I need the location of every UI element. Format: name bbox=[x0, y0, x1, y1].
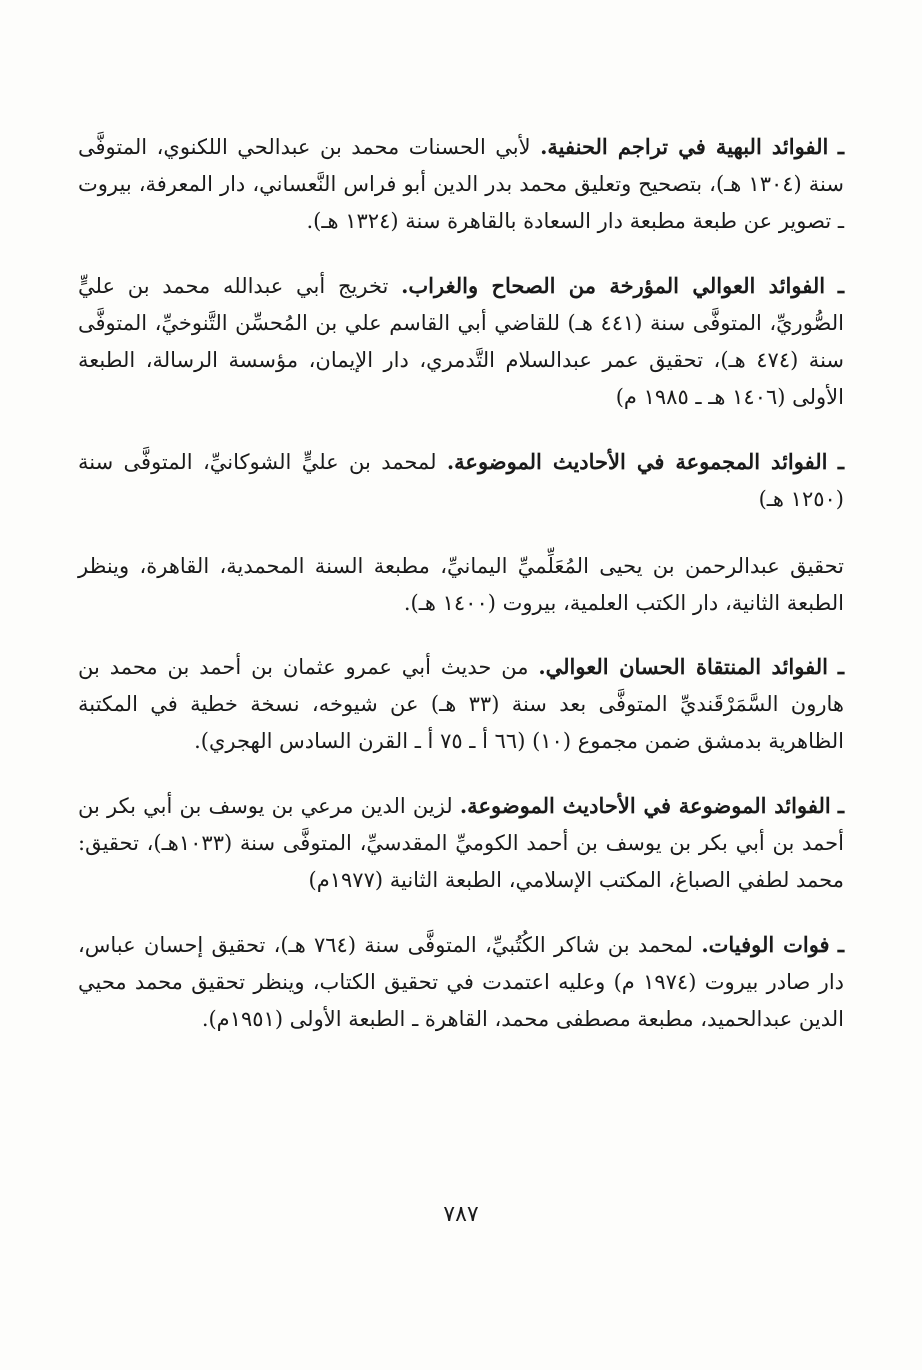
entry-dash: ـ bbox=[837, 273, 844, 298]
entry-body: تخريج أبي عبدالله محمد بن عليٍّ الصُّوريِّ، المتوفَّى سنة (٤٤١ هـ) للقاضي أبي القاسم علي بن المُحسِّن التَّنوخيِّ، المتوفَّى سنة (٤٧٤ هـ)، تحقيق عمر عبدالسلام التَّدمري، دار الإيمان، مؤسسة الرسالة، الطبعة الأولى (١٤٠٦ هـ ـ ١٩٨٥ م) bbox=[78, 274, 844, 409]
bibliography-entry-fawaid-muntaqat bbox=[78, 648, 844, 760]
entry-body: لمحمد بن عليٍّ الشوكانيِّ، المتوفَّى سنة (١٢٥٠ هـ) bbox=[78, 450, 844, 511]
entry-title: الفوائد المنتقاة الحسان العوالي. bbox=[538, 654, 828, 679]
page-number: ٧٨٧ bbox=[443, 1202, 479, 1227]
entry-body: تحقيق عبدالرحمن بن يحيى المُعَلِّميِّ اليمانيِّ، مطبعة السنة المحمدية، القاهرة، وينظر الطبعة الثانية، دار الكتب العلمية، بيروت (١٤٠٠ هـ). bbox=[78, 554, 844, 615]
entry-body: من حديث أبي عمرو عثمان بن أحمد بن محمد بن هارون السَّمَرْقَنديِّ المتوفَّى بعد سنة (٣٣ هـ) عن شيوخه، نسخة خطية في المكتبة الظاهرية بدمشق ضمن مجموع (١٠) (٦٦ أ ـ ٧٥ أ ـ القرن السادس الهجري). bbox=[78, 655, 844, 753]
entry-body: لأبي الحسنات محمد بن عبدالحي اللكنوي، المتوفَّى سنة (١٣٠٤ هـ)، بتصحيح وتعليق محمد بدر الدين أبو فراس النَّعساني، دار المعرفة، بيروت ـ تصوير عن طبعة مطبعة دار السعادة بالقاهرة سنة (١٣٢٤ هـ). bbox=[78, 135, 844, 233]
bibliography-list bbox=[78, 128, 844, 1065]
entry-title: الفوائد البهية في تراجم الحنفية. bbox=[540, 134, 829, 159]
entry-title: فوات الوفيات. bbox=[701, 932, 830, 957]
entry-dash: ـ bbox=[837, 134, 844, 159]
entry-dash: ـ bbox=[837, 793, 844, 818]
entry-title: الفوائد الموضوعة في الأحاديث الموضوعة. bbox=[459, 793, 831, 818]
entry-dash: ـ bbox=[837, 654, 845, 679]
entry-body: لزين الدين مرعي بن يوسف بن أبي بكر بن أحمد بن أبي بكر بن يوسف بن أحمد الكوميِّ المقدسيِّ، المتوفَّى سنة (١٠٣٣هـ)، تحقيق: محمد لطفي الصباغ، المكتب الإسلامي، الطبعة الثانية (١٩٧٧م) bbox=[78, 794, 844, 892]
entry-dash: ـ bbox=[837, 932, 844, 957]
entry-dash: ـ bbox=[837, 449, 844, 474]
bibliography-entry-fawaid-awali bbox=[78, 267, 844, 416]
bibliography-entry-fawat-wafayat bbox=[78, 926, 844, 1038]
entry-body: لمحمد بن شاكر الكُتُبيِّ، المتوفَّى سنة (٧٦٤ هـ)، تحقيق إحسان عباس، دار صادر بيروت (١٩٧٤ م) وعليه اعتمدت في تحقيق الكتاب، وينظر تحقيق محمد محيي الدين عبدالحميد، مطبعة مصطفى محمد، القاهرة ـ الطبعة الأولى (١٩٥١م). bbox=[78, 933, 845, 1031]
bibliography-entry-tahqiq-note bbox=[78, 548, 844, 622]
bibliography-entry-fawaid-bahiyya bbox=[78, 128, 844, 240]
bibliography-entry-fawaid-mawdua bbox=[78, 787, 844, 899]
entry-title: الفوائد المجموعة في الأحاديث الموضوعة. bbox=[446, 449, 828, 474]
entry-title: الفوائد العوالي المؤرخة من الصحاح والغراب. bbox=[401, 273, 826, 298]
bibliography-entry-fawaid-majmua bbox=[78, 443, 844, 518]
